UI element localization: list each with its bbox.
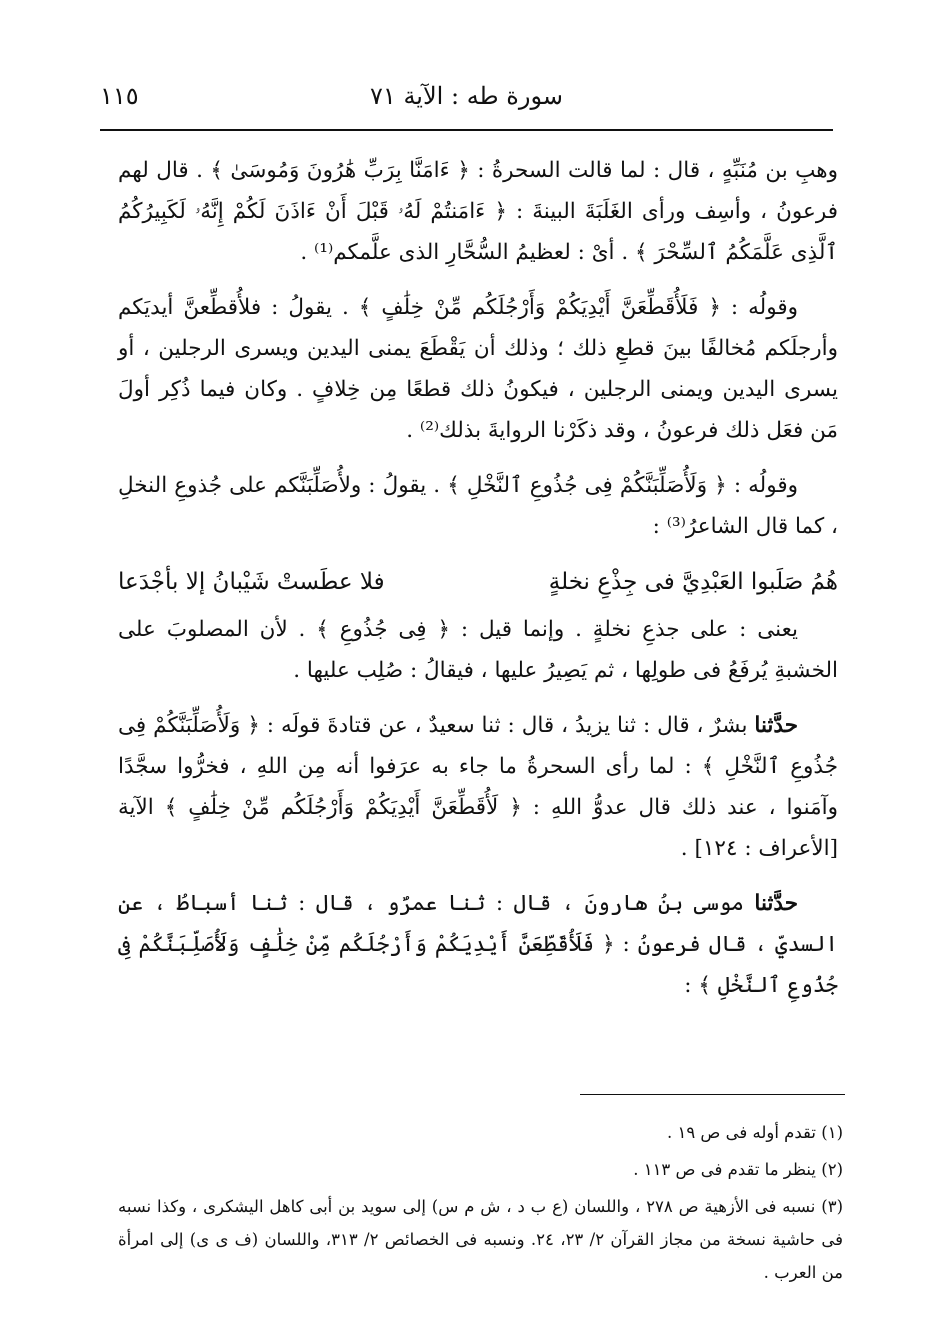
footnote-rule: [580, 1094, 845, 1095]
hadith-lead-word: حدَّثنا: [754, 891, 798, 916]
paragraph-6-text: موسى بنُ هارونَ ، قال : ثنا عمرٌو ، قال : ثنا أسباطُ ، عن السديِّ ، قال فرعونُ : ﴿ فَلَأُقَطِّعَنَّ أَيْدِيَكُمْ وَأَرْجُلَكُم مِّنْ خِلَٰفٍ وَلَأُصَلِّبَنَّكُمْ فِى جُذُوعِ ٱلنَّخْلِ ﴾ :: [118, 891, 838, 998]
page-header: [100, 82, 833, 122]
paragraph-2: وقولُه : ﴿ فَلَأُقَطِّعَنَّ أَيْدِيَكُمْ وَأَرْجُلَكُم مِّنْ خِلَٰفٍ ﴾ . يقولُ : فلأُقطِّعنَّ أيديَكم وأرجلَكم مُخالفًا بينَ قطعِ ذلك ؛ وذلك أن يَقْطَعَ يمنى اليدين ويسرى الرجلين ، أو يسرى اليدين ويمنى الرجلين ، فيكونُ ذلك قطعًا مِن خِلافٍ . وكان فيما ذُكِر أولَ مَن فعَل ذلك فرعونُ ، وقد ذكَرْنا الروايةَ بذلك⁽²⁾ .: [118, 295, 838, 443]
footnote-1: (١) تقدم أوله فى ص ١٩ .: [666, 1123, 843, 1142]
main-text: [118, 150, 838, 1020]
verse-second-hemistich: فلا عطَستْ شَيْبانُ إلا بأجْدَعا: [118, 569, 385, 595]
paragraph-1: وهبِ بن مُنَبِّهٍ ، قال : لما قالت السحرةُ : ﴿ ءَامَنَّا بِرَبِّ هَٰرُونَ وَمُوسَىٰ ﴾ . قال لهم فرعونُ ، وأسِف ورأى الغَلَبَةَ البينةَ : ﴿ ءَامَنتُمْ لَهُۥ قَبْلَ أَنْ ءَاذَنَ لَكُمْ إِنَّهُۥ لَكَبِيرُكُمُ ٱلَّذِى عَلَّمَكُمُ ٱلسِّحْرَ ﴾ . أىْ : لعظيمُ السُّحَّارِ الذى علَّمكم⁽¹⁾ .: [118, 158, 838, 265]
paragraph-6: [118, 883, 838, 1006]
footnote-3: (٣) نسبه فى الأزهية ص ٢٧٨ ، واللسان (ع ب د ، ش م س) إلى سويد بن أبى كاهل اليشكرى ، وكذا نسبه فى حاشية نسخة من مجاز القرآن ٢/ ٢٣، ٢٤. ونسبه فى الخصائص ٢/ ٣١٣، واللسان (ف ى ى) إلى امرأة من العرب .: [118, 1197, 843, 1282]
header-rule: [100, 129, 833, 131]
paragraph-4: يعنى : على جذعِ نخلةٍ . وإنما قيل : ﴿ فِى جُذُوعِ ﴾ . لأن المصلوبَ على الخشبةِ يُرفَعُ فى طولِها ، ثم يَصِيرُ عليها ، فيقالُ : صُلِب عليها .: [118, 617, 838, 683]
verse-first-hemistich: هُمُ صَلَبوا العَبْدِيَّ فى جِذْعِ نخلةٍ: [548, 569, 838, 595]
page-number: ١١٥: [100, 82, 139, 110]
running-title: سورة طه : الآية ٧١: [370, 82, 563, 110]
hadith-lead-word: حدَّثنا: [754, 713, 798, 738]
poetry-verse: [118, 561, 838, 603]
paragraph-3: وقولُه : ﴿ وَلَأُصَلِّبَنَّكُمْ فِى جُذُوعِ ٱلنَّخْلِ ﴾ . يقولُ : ولأُصَلِّبَنَّكم على جُذوعِ النخلِ ، كما قال الشاعرُ⁽³⁾ :: [118, 473, 838, 539]
paragraph-5: [118, 705, 838, 869]
footnotes: [118, 1116, 843, 1293]
footnote-2: (٢) ينظر ما تقدم فى ص ١١٣ .: [633, 1160, 843, 1179]
paragraph-5-text: بشرٌ ، قال : ثنا يزيدُ ، قال : ثنا سعيدٌ ، عن قتادةَ قولَه : ﴿ وَلَأُصَلِّبَنَّكُمْ فِى جُذُوعِ ٱلنَّخْلِ ﴾ : لما رأى السحرةُ ما جاء به عرَفوا أنه مِن اللهِ ، فخرُّوا سجَّدًا وآمَنوا ، عند ذلك قال عدوُّ اللهِ : ﴿ لَأُقَطِّعَنَّ أَيْدِيَكُمْ وَأَرْجُلَكُم مِّنْ خِلَٰفٍ ﴾ الآية [الأعراف : ١٢٤] .: [118, 713, 838, 861]
